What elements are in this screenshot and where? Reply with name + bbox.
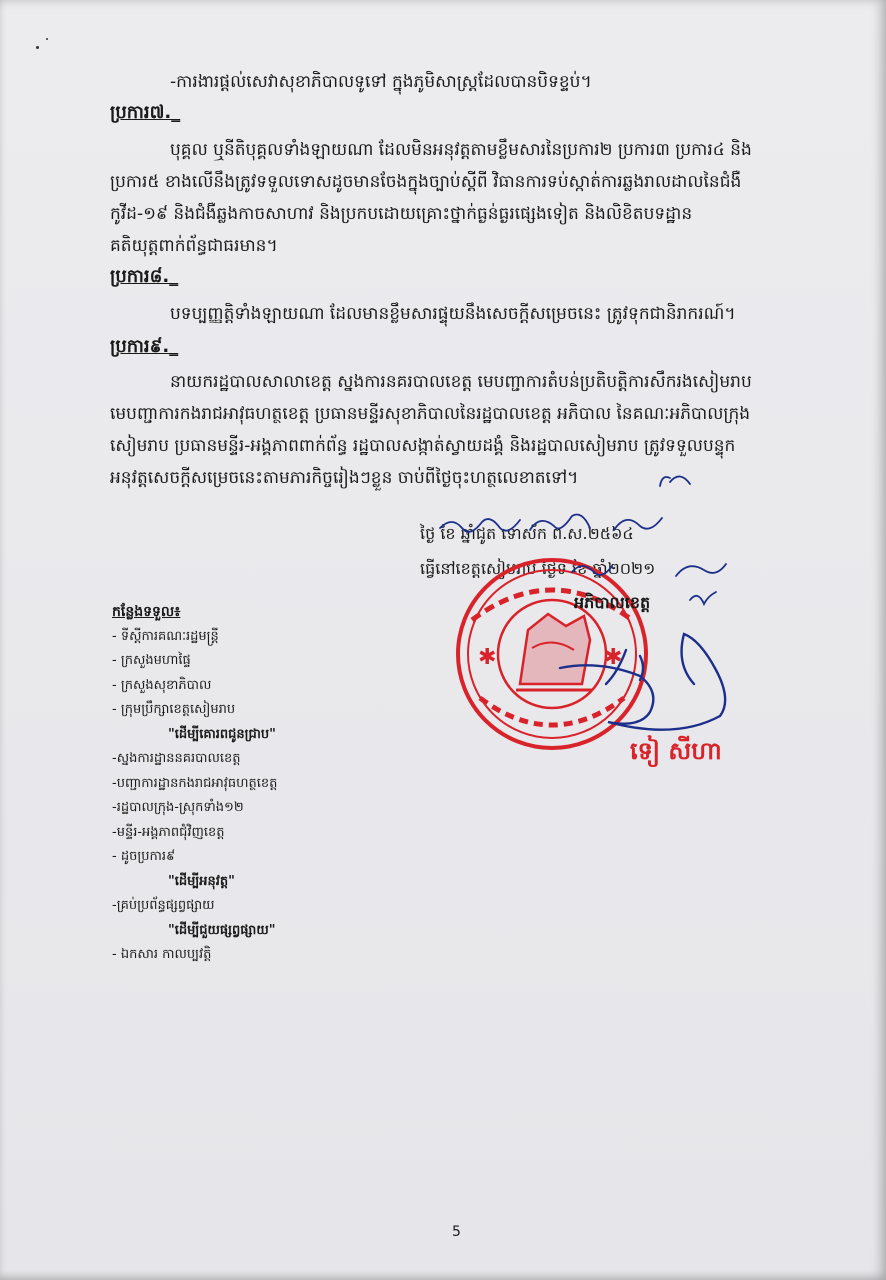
article-9-heading: ប្រការ៩._ xyxy=(110,336,179,357)
signed-place-date: ធ្វើនៅខេត្តសៀមរាប ថ្ងៃទី ខែ ឆ្នាំ២០២១ xyxy=(420,559,656,578)
recipient-item: -រដ្ឋបាលក្រុង-ស្រុកទាំង១២ xyxy=(112,800,244,815)
recipient-group-label: "ដើម្បីជួយផ្សព្វផ្សាយ" xyxy=(168,922,276,938)
article-7-line: បុគ្គល ឬនីតិបុគ្គលទាំងឡាយណា ដែលមិនអនុវត្តតាមខ្លឹមសារនៃប្រការ២ ប្រការ៣ ប្រការ៤ និង xyxy=(170,140,752,160)
recipient-item: - ក្រសួងសុខាភិបាល xyxy=(112,677,212,693)
article-9-line: សៀមរាប ប្រធានមន្ទីរ-អង្គភាពពាក់ព័ន្ធ រដ្ឋបាលសង្កាត់ស្វាយដង្គំ និងរដ្ឋបាលសៀមរាប ត្រូវទទួលបន្ទុក xyxy=(110,436,736,456)
svg-text:✱: ✱ xyxy=(604,645,623,670)
intro-line: -ការងារផ្តល់សេវាសុខាភិបាលទូទៅ ក្នុងភូមិសាស្ត្រដែលបានបិទខ្ទប់។ xyxy=(170,72,592,92)
recipient-item: -ស្នងការដ្ឋាននគរបាលខេត្ត xyxy=(112,751,241,766)
article-7-heading: ប្រការ៧._ xyxy=(110,102,181,123)
recipient-group-label: "ដើម្បីគោរពជូនជ្រាប" xyxy=(168,726,276,742)
recipient-item: - ឯកសារ កាលប្បវត្តិ xyxy=(112,947,212,962)
article-8-line: បទប្បញ្ញត្តិទាំងឡាយណា ដែលមានខ្លឹមសារផ្ទុយនឹងសេចក្តីសម្រេចនេះ ត្រូវទុកជានិរាករណ៍។ xyxy=(170,304,736,324)
article-9-line: អនុវត្តសេចក្តីសម្រេចនេះតាមភារកិច្ចរៀងៗខ្លួន ចាប់ពីថ្ងៃចុះហត្ថលេខាតទៅ។ xyxy=(110,468,579,488)
lunar-date: ថ្ងៃ ខែ ឆ្នាំជូត ទោស័ក ព.ស.២៥៦៤ xyxy=(420,524,634,543)
recipient-item: - ដូចប្រការ៩ xyxy=(112,849,176,864)
recipient-item: - ក្រុមប្រឹក្សាខេត្តសៀមរាប xyxy=(112,702,236,717)
recipient-item: - ក្រសួងមហាផ្ទៃ xyxy=(112,653,191,668)
article-8-heading: ប្រការ៨._ xyxy=(110,266,179,287)
recipient-group-label: "ដើម្បីអនុវត្ត" xyxy=(168,873,235,889)
signer-name: ទៀ សីហា xyxy=(630,737,722,765)
page-number: 5 xyxy=(452,1224,461,1240)
recipients-title: កន្លែងទទួល៖ xyxy=(112,604,181,620)
recipient-item: -គ្រប់ប្រព័ន្ធផ្សព្វផ្សាយ xyxy=(112,898,215,913)
recipient-item: - ទីស្តីការគណៈរដ្ឋមន្ត្រី xyxy=(112,628,219,644)
article-9-line: មេបញ្ជាការកងរាជអាវុធហត្ថខេត្ត ប្រធានមន្ទីរសុខាភិបាលនៃរដ្ឋបាលខេត្ត អភិបាល នៃគណៈអភិបាលក្រុង xyxy=(110,404,751,424)
svg-text:✱: ✱ xyxy=(478,645,497,670)
signing-office: អភិបាលខេត្ត xyxy=(574,593,651,612)
recipient-item: -បញ្ជាការដ្ឋានកងរាជអាវុធហត្ថខេត្ត xyxy=(112,775,278,791)
article-7-line: កូវីដ-១៩ និងជំងឺឆ្លងកាចសាហាវ និងប្រកបដោយគ្រោះថ្នាក់ធ្ងន់ធ្ងរផ្សេងទៀត និងលិខិតបទដ្ឋាន xyxy=(110,204,693,224)
article-9-line: នាយករដ្ឋបាលសាលាខេត្ត ស្នងការនគរបាលខេត្ត មេបញ្ជាការតំបន់ប្រតិបត្តិការសឹករងសៀមរាប xyxy=(170,372,752,392)
official-seal-icon xyxy=(458,560,646,748)
article-7-line: គតិយុត្តពាក់ព័ន្ធជាធរមាន។ xyxy=(110,236,278,256)
recipient-item: -មន្ទីរ-អង្គភាពជុំវិញខេត្ត xyxy=(112,824,225,840)
handwritten-date-icon xyxy=(440,476,726,604)
article-7-line: ប្រការ៥ ខាងលើនឹងត្រូវទទួលទោសដូចមានចែងក្នុងច្បាប់ស្តីពី វិធានការទប់ស្កាត់ការឆ្លងរាលដាលនៃជំងឺ xyxy=(110,172,742,192)
